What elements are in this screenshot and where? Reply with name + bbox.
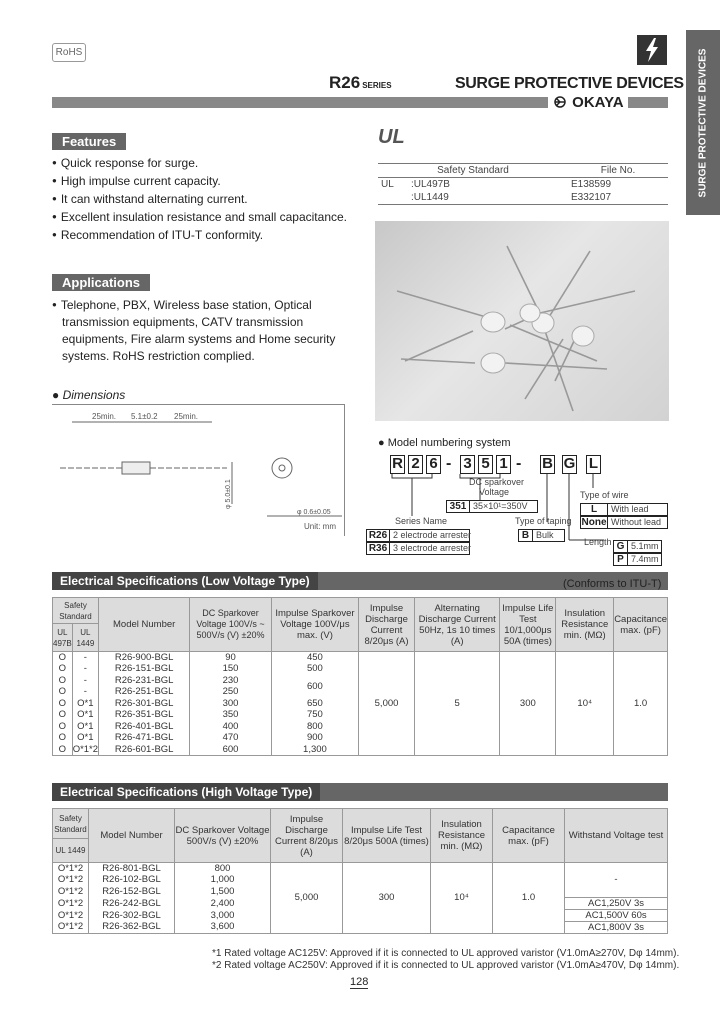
- table-cell: R26-251-BGL: [99, 686, 190, 698]
- table-cell: 750: [271, 709, 358, 721]
- table-cell: 450: [271, 652, 358, 664]
- table-cell: R26-351-BGL: [99, 709, 190, 721]
- table-cell: R26-102-BGL: [89, 874, 175, 886]
- list-item: ● It can withstand alternating current.: [52, 190, 352, 208]
- table-cell: R26-302-BGL: [89, 909, 175, 921]
- table-cell: Safety Standard: [53, 809, 89, 839]
- table-cell: O: [53, 732, 73, 744]
- table-cell: 1,300: [271, 744, 358, 756]
- low-voltage-title: Electrical Specifications (Low Voltage Type): [52, 572, 318, 590]
- list-item: ● High impulse current capacity.: [52, 172, 352, 190]
- table-cell: R26-401-BGL: [99, 721, 190, 733]
- features-list: [52, 154, 352, 244]
- table-cell: 400: [190, 721, 271, 733]
- table-cell: 10⁴: [431, 863, 493, 934]
- table-cell: 1,500: [175, 886, 271, 898]
- series-title: [329, 73, 392, 93]
- dim-unit: Unit: mm: [304, 522, 336, 531]
- table-cell: UL 1449: [72, 624, 98, 652]
- footnote: *2 Rated voltage AC250V: Approved if it is connected to UL approved varistor (V1.0mA≥470V, Dφ 14mm).: [212, 960, 680, 971]
- table-row: [53, 863, 668, 875]
- table-cell: R26: [329, 73, 361, 92]
- table-cell: 300: [500, 652, 556, 756]
- code-dash: -: [446, 455, 452, 472]
- code-char: 1: [496, 455, 511, 474]
- table-cell: 1.0: [614, 652, 668, 756]
- list-item: ● Recommendation of ITU-T conformity.: [52, 226, 352, 244]
- table-cell: R26-601-BGL: [99, 744, 190, 756]
- table-cell: O: [53, 744, 73, 756]
- table-cell: O*1: [72, 698, 98, 710]
- list-item: ● Telephone, PBX, Wireless base station, Optical transmission equipments, CATV transmission equipments, Fire alarm systems and Home security systems. RoHS restriction complied.: [52, 296, 352, 365]
- table-cell: :UL497B: [411, 179, 450, 190]
- dim-lead-diameter: φ 0.6±0.05: [297, 509, 331, 516]
- dim-lead-right: 25min.: [174, 412, 199, 421]
- table-cell: E332107: [568, 191, 668, 205]
- table-cell: -: [72, 663, 98, 675]
- table-cell: 3,600: [175, 921, 271, 933]
- table-cell: R26-301-BGL: [99, 698, 190, 710]
- table-cell: Model Number: [89, 809, 175, 863]
- table-cell: DC Sparkover Voltage 100V/s ~ 500V/s (V) ±20%: [190, 598, 271, 652]
- table-cell: Alternating Discharge Current 50Hz, 1s 10 times (A): [414, 598, 499, 652]
- table-cell: 500: [271, 663, 358, 675]
- rohs-badge: RoHS: [52, 43, 86, 62]
- table-cell: Impulse Sparkover Voltage 100V/μs max. (V): [271, 598, 358, 652]
- page-number: 128: [350, 976, 369, 988]
- table-cell: 10⁴: [556, 652, 614, 756]
- footnote: *1 Rated voltage AC125V: Approved if it is connected to UL approved varistor (V1.0mA≥270V, Dφ 14mm).: [212, 948, 680, 959]
- table-cell: Insulation Resistance min. (MΩ): [431, 809, 493, 863]
- table-cell: 1.0: [493, 863, 565, 934]
- table-cell: Model Number: [99, 598, 190, 652]
- table-cell: Model numbering system: [387, 437, 511, 449]
- code-char: L: [586, 455, 601, 474]
- table-cell: OKAYA: [572, 94, 624, 111]
- table-cell: R26-242-BGL: [89, 897, 175, 909]
- safety-header: Safety Standard: [378, 164, 568, 178]
- code-char: B: [540, 455, 555, 474]
- table-cell: -: [72, 675, 98, 687]
- itu-note: (Conforms to ITU-T): [563, 578, 662, 590]
- table-cell: AC1,500V 60s: [565, 909, 668, 921]
- table-cell: R26-801-BGL: [89, 863, 175, 875]
- code-dash: -: [516, 455, 522, 472]
- table-cell: 1,000: [175, 874, 271, 886]
- table-cell: UL: [381, 179, 394, 190]
- code-char: 2: [408, 455, 423, 474]
- table-cell: Capacitance max. (pF): [493, 809, 565, 863]
- table-cell: 800: [271, 721, 358, 733]
- model-numbering-label: ● Model numbering system: [378, 437, 511, 449]
- table-cell: 250: [190, 686, 271, 698]
- wire-code: L: [580, 503, 608, 516]
- list-item: ● Excellent insulation resistance and small capacitance.: [52, 208, 352, 226]
- table-row: [53, 652, 668, 664]
- table-cell: 3,000: [175, 909, 271, 921]
- table-cell: O*1: [72, 732, 98, 744]
- table-cell: O: [53, 686, 73, 698]
- list-item: ● Quick response for surge.: [52, 154, 352, 172]
- features-heading: Features: [52, 133, 126, 150]
- high-voltage-bar: [52, 783, 668, 801]
- table-cell: Withstand Voltage test: [565, 809, 668, 863]
- safety-standard-table: [378, 163, 668, 205]
- table-cell: -: [565, 863, 668, 898]
- brand-logo: [548, 93, 628, 113]
- table-cell: 2 electrode arrester: [390, 529, 470, 542]
- side-tab-label: SURGE PROTECTIVE DEVICES: [697, 48, 709, 197]
- table-cell: 5,000: [271, 863, 343, 934]
- table-cell: O: [53, 675, 73, 687]
- table-cell: 900: [271, 732, 358, 744]
- table-cell: O: [53, 698, 73, 710]
- table-cell: O: [53, 709, 73, 721]
- table-cell: 2,400: [175, 897, 271, 909]
- file-header: File No.: [568, 164, 668, 178]
- table-cell: 90: [190, 652, 271, 664]
- table-cell: O*1*2: [53, 886, 89, 898]
- table-cell: O*1*2: [53, 921, 89, 933]
- table-cell: SERIES: [362, 81, 392, 90]
- length-code: P: [613, 553, 628, 566]
- table-cell: 150: [190, 663, 271, 675]
- high-voltage-title: Electrical Specifications (High Voltage Type): [52, 783, 320, 801]
- table-cell: Bulk: [533, 529, 565, 542]
- taping-code: B: [518, 529, 533, 542]
- table-cell: 300: [190, 698, 271, 710]
- code-char: G: [563, 455, 576, 472]
- table-cell: Impulse Life Test 8/20μs 500A (times): [343, 809, 431, 863]
- table-cell: E138599: [571, 179, 612, 190]
- series-code: R26: [366, 529, 390, 542]
- table-cell: R26-362-BGL: [89, 921, 175, 933]
- code-char: R: [390, 455, 405, 474]
- table-cell: AC1,250V 3s: [565, 897, 668, 909]
- dimensions-label: ● Dimensions: [52, 388, 126, 402]
- table-cell: Without lead: [608, 516, 668, 529]
- dc-desc: 35×10¹=350V: [470, 500, 538, 513]
- table-cell: R26-231-BGL: [99, 675, 190, 687]
- series-code: R36: [366, 542, 390, 555]
- dimensions-drawing: [52, 404, 345, 536]
- product-photo: [375, 221, 669, 421]
- table-cell: O: [53, 652, 73, 664]
- lightning-logo-icon: [637, 35, 667, 65]
- low-voltage-table: [52, 597, 668, 756]
- dc-code: 351: [446, 500, 470, 513]
- okaya-mark-icon: [552, 96, 568, 108]
- table-cell: R26-900-BGL: [99, 652, 190, 664]
- table-cell: DC Sparkover Voltage 500V/s (V) ±20%: [175, 809, 271, 863]
- table-cell: Type of taping: [515, 516, 572, 526]
- side-tab: [686, 30, 720, 215]
- applications-heading: Applications: [52, 274, 150, 291]
- table-cell: 350: [190, 709, 271, 721]
- table-cell: O*1*2: [72, 743, 99, 755]
- table-cell: 3 electrode arrester: [390, 542, 470, 555]
- wire-code: None: [581, 517, 607, 528]
- table-cell: O: [53, 663, 73, 675]
- table-cell: O*1: [72, 721, 98, 733]
- table-cell: 5.1mm: [628, 540, 662, 553]
- table-cell: 300: [343, 863, 431, 934]
- table-cell: Insulation Resistance min. (MΩ): [556, 598, 614, 652]
- page-title: SURGE PROTECTIVE DEVICES: [455, 75, 684, 92]
- table-cell: R26-151-BGL: [99, 663, 190, 675]
- dim-lead-left: 25min.: [92, 412, 117, 421]
- table-cell: 230: [190, 675, 271, 687]
- table-cell: Impulse Life Test 10/1,000μs 50A (times): [500, 598, 556, 652]
- table-cell: Type of wire: [580, 490, 629, 500]
- table-cell: Dimensions: [62, 388, 126, 402]
- table-cell: R26-471-BGL: [99, 732, 190, 744]
- table-cell: DC sparkover: [469, 477, 525, 487]
- ul-logo: UL: [378, 126, 405, 148]
- table-cell: 600: [271, 675, 358, 698]
- table-cell: Length: [584, 537, 612, 547]
- table-cell: O*1*2: [53, 874, 89, 886]
- table-cell: With lead: [608, 503, 668, 516]
- table-cell: [378, 191, 408, 205]
- table-cell: -: [72, 652, 98, 664]
- footnotes: [212, 948, 679, 972]
- high-voltage-table: [52, 808, 668, 934]
- table-cell: Safety Standard: [53, 598, 99, 624]
- length-code: G: [613, 540, 628, 553]
- table-cell: :UL1449: [408, 191, 568, 205]
- table-cell: Series Name: [395, 516, 448, 526]
- table-cell: O*1*2: [53, 909, 89, 921]
- table-cell: O*1*2: [53, 897, 89, 909]
- applications-list: [52, 296, 352, 365]
- table-cell: 5: [414, 652, 499, 756]
- table-cell: 5,000: [359, 652, 415, 756]
- table-cell: 800: [175, 863, 271, 875]
- table-cell: O: [53, 721, 73, 733]
- table-cell: Voltage: [479, 487, 510, 497]
- table-cell: 650: [271, 698, 358, 710]
- table-cell: 470: [190, 732, 271, 744]
- table-cell: O*1*2: [53, 863, 89, 875]
- table-cell: UL 497B: [53, 624, 73, 652]
- table-cell: O*1: [72, 709, 98, 721]
- dim-diameter: φ 5.0±0.1: [225, 479, 232, 509]
- table-cell: Capacitance max. (pF): [614, 598, 668, 652]
- table-cell: 600: [190, 744, 271, 756]
- table-cell: AC1,800V 3s: [565, 921, 668, 933]
- code-char: 6: [426, 455, 441, 474]
- table-cell: 7.4mm: [628, 553, 662, 566]
- table-cell: R26-152-BGL: [89, 886, 175, 898]
- dim-body-length: 5.1±0.2: [131, 412, 158, 421]
- table-cell: -: [72, 686, 98, 698]
- code-char: 3: [460, 455, 475, 474]
- table-cell: Impulse Discharge Current 8/20μs (A): [271, 809, 343, 863]
- table-cell: UL 1449: [53, 839, 89, 863]
- code-char: 5: [478, 455, 493, 474]
- table-cell: Impulse Discharge Current 8/20μs (A): [359, 598, 415, 652]
